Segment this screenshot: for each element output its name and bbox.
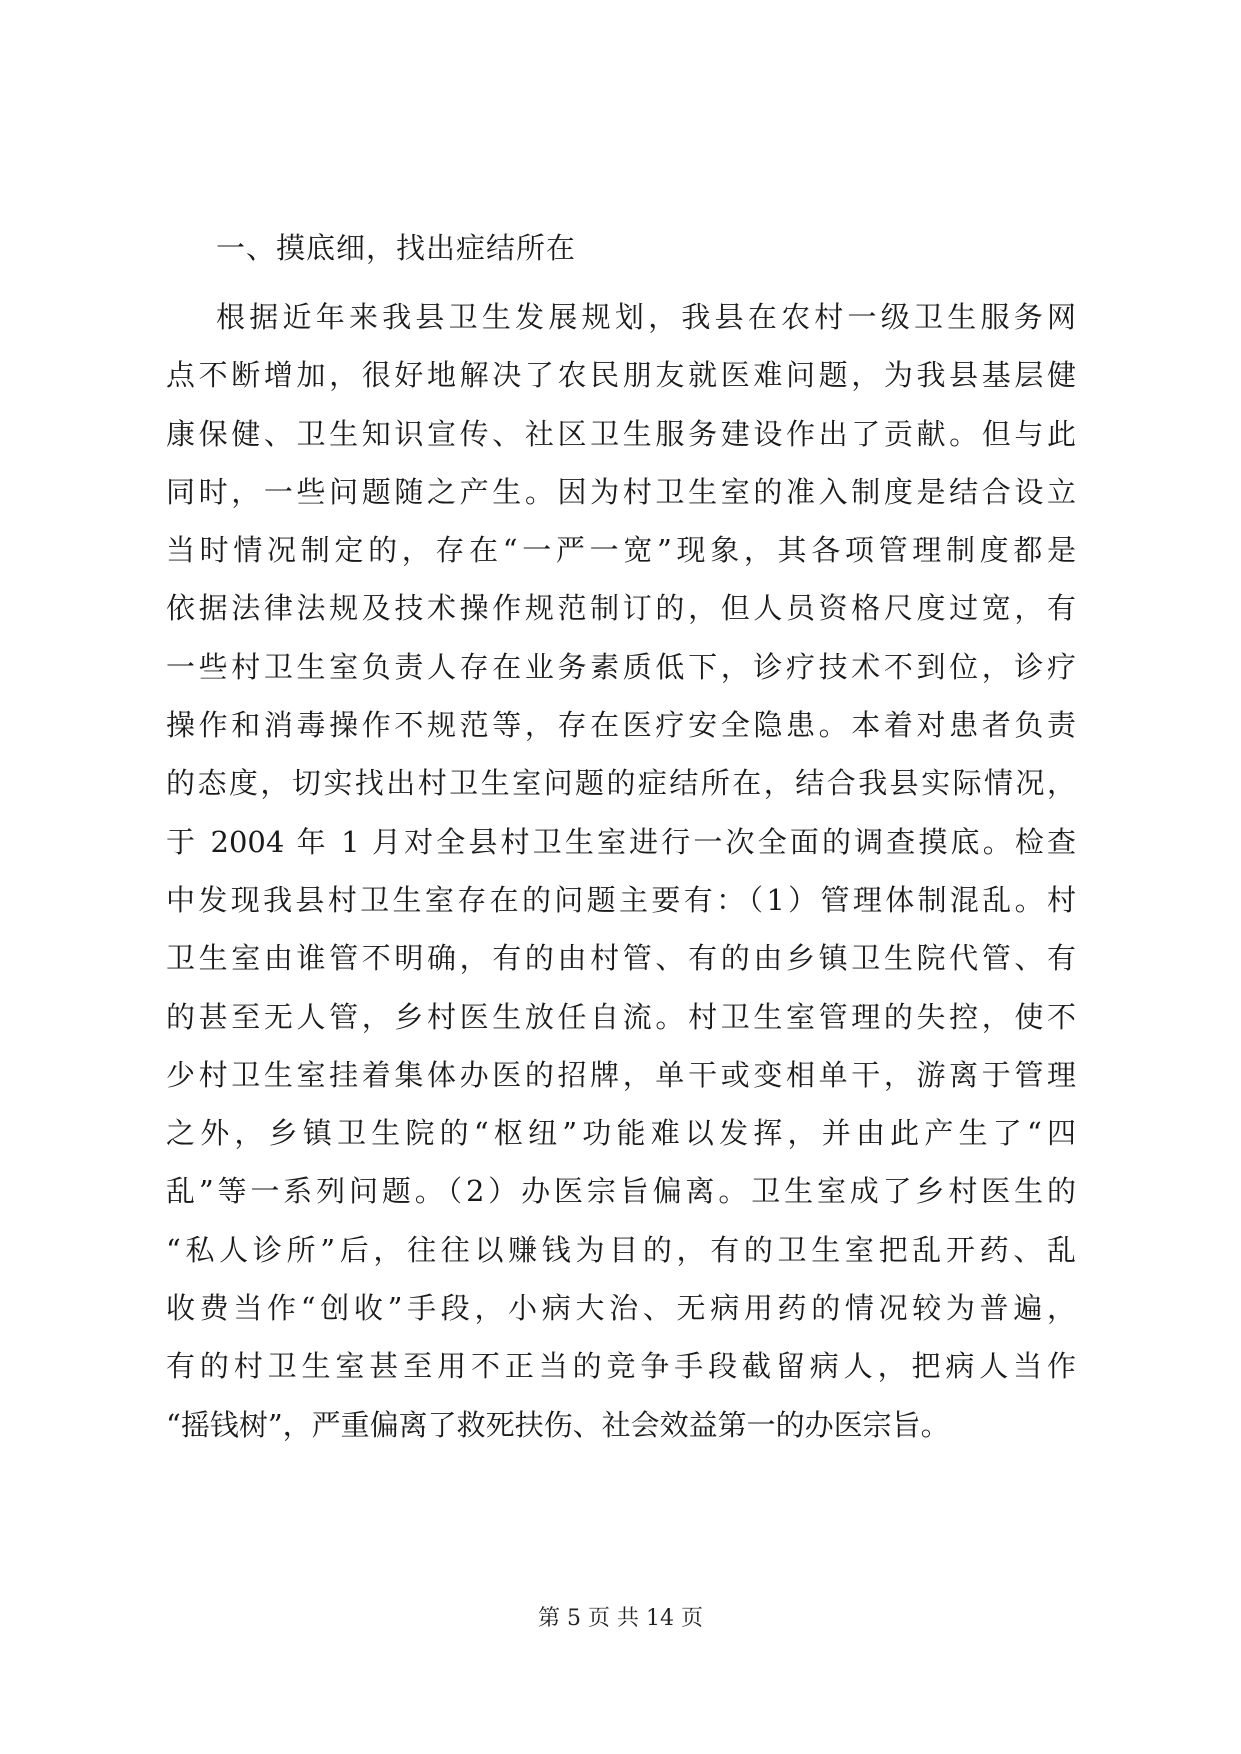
paragraph-line: 之外，乡镇卫生院的“枢纽”功能难以发挥，并由此产生了“四 — [166, 1116, 1076, 1151]
page-number-footer: 第 5 页 共 14 页 — [538, 1606, 703, 1631]
paragraph-line: 同时，一些问题随之产生。因为村卫生室的准入制度是结合设立 — [166, 474, 1076, 509]
paragraph-line: 中发现我县村卫生室存在的问题主要有：（1）管理体制混乱。村 — [166, 882, 1076, 917]
paragraph-line: 乱”等一系列问题。（2）办医宗旨偏离。卫生室成了乡村医生的 — [166, 1174, 1076, 1209]
body-paragraph — [166, 288, 1076, 1454]
paragraph-line: 的态度，切实找出村卫生室问题的症结所在，结合我县实际情况， — [166, 766, 1076, 801]
paragraph-line: “私人诊所”后，往往以赚钱为目的，有的卫生室把乱开药、乱 — [166, 1232, 1076, 1267]
paragraph-line: 依据法律法规及技术操作规范制订的，但人员资格尺度过宽，有 — [166, 591, 1076, 626]
paragraph-line: “摇钱树”，严重偏离了救死扶伤、社会效益第一的办医宗旨。 — [166, 1407, 950, 1442]
paragraph-line: 点不断增加，很好地解决了农民朋友就医难问题，为我县基层健 — [166, 358, 1076, 393]
paragraph-line: 根据近年来我县卫生发展规划，我县在农村一级卫生服务网 — [216, 300, 1076, 334]
paragraph-line: 于 2004 年 1 月对全县村卫生室进行一次全面的调查摸底。检查 — [166, 824, 1076, 859]
paragraph-line: 有的村卫生室甚至用不正当的竞争手段截留病人，把病人当作 — [166, 1349, 1076, 1384]
paragraph-line: 收费当作“创收”手段，小病大治、无病用药的情况较为普遍， — [166, 1291, 1076, 1326]
paragraph-line: 康保健、卫生知识宣传、社区卫生服务建设作出了贡献。但与此 — [166, 416, 1076, 451]
paragraph-line: 一些村卫生室负责人存在业务素质低下，诊疗技术不到位，诊疗 — [166, 649, 1076, 684]
paragraph-line: 卫生室由谁管不明确，有的由村管、有的由乡镇卫生院代管、有 — [166, 941, 1076, 976]
paragraph-line: 当时情况制定的，存在“一严一宽”现象，其各项管理制度都是 — [166, 533, 1076, 568]
paragraph-line: 操作和消毒操作不规范等，存在医疗安全隐患。本着对患者负责 — [166, 708, 1076, 743]
section-heading: 一、摸底细，找出症结所在 — [216, 231, 577, 265]
paragraph-line: 少村卫生室挂着集体办医的招牌，单干或变相单干，游离于管理 — [166, 1057, 1076, 1092]
paragraph-line: 的甚至无人管，乡村医生放任自流。村卫生室管理的失控，使不 — [166, 999, 1076, 1034]
